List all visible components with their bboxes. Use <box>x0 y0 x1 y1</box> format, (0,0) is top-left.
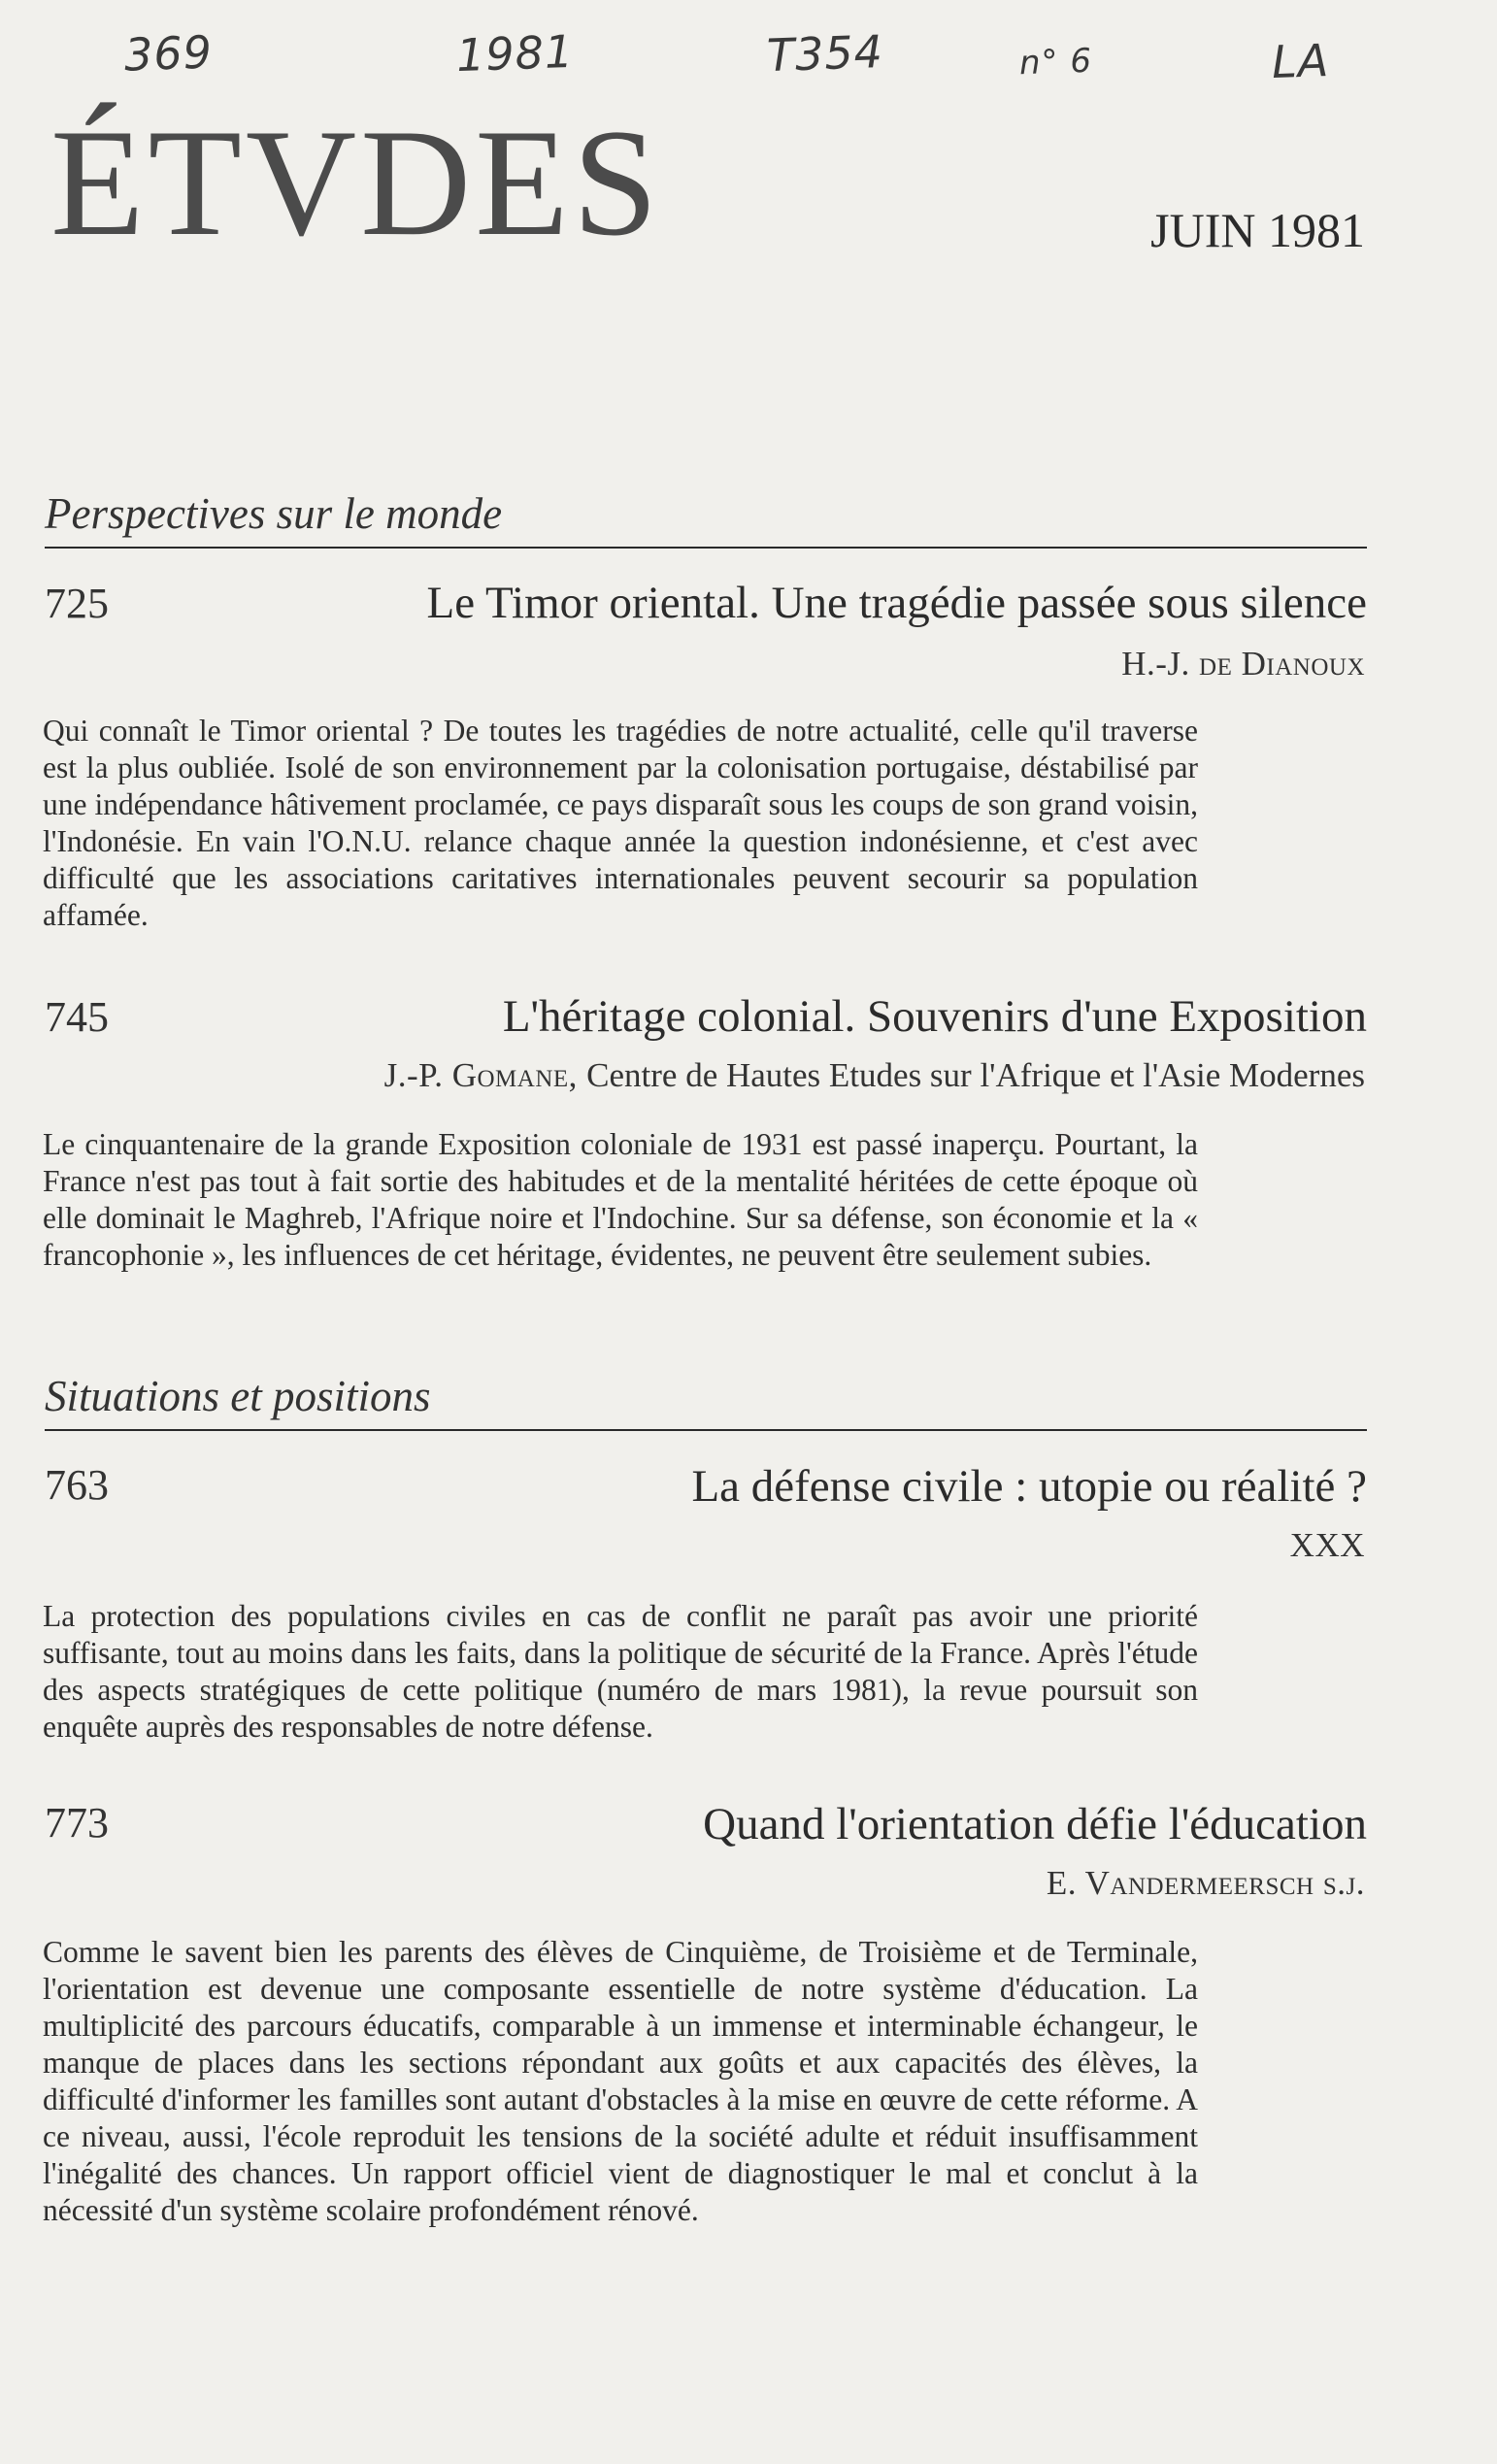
article-title[interactable]: La défense civile : utopie ou réalité ? <box>691 1461 1367 1512</box>
handwritten-note: 369 <box>123 25 214 82</box>
handwritten-note: LA <box>1271 33 1331 89</box>
article-title[interactable]: Le Timor oriental. Une tragédie passée sous silence <box>426 578 1367 628</box>
article-page-number: 773 <box>45 1799 109 1847</box>
article-affiliation: Centre de Hautes Etudes sur l'Afrique et l'Asie Modernes <box>586 1056 1365 1094</box>
section-rule <box>45 547 1367 549</box>
article-author: E. Vandermeersch s.j. <box>1046 1864 1365 1902</box>
journal-masthead: ÉTVDES <box>50 98 662 268</box>
article-author: XXX <box>1289 1526 1365 1564</box>
handwritten-note: 1981 <box>455 24 575 83</box>
section-heading: Perspectives sur le monde <box>45 489 503 538</box>
article-author-line <box>384 1056 1365 1095</box>
article-page-number: 725 <box>45 580 109 627</box>
handwritten-note: n° 6 <box>1018 41 1093 83</box>
article-title[interactable]: Quand l'orientation défie l'éducation <box>703 1799 1367 1849</box>
article-author: H.-J. de Dianoux <box>1121 645 1365 683</box>
article-abstract: La protection des populations civiles en cas de conflit ne paraît pas avoir une priorité suffisante, tout au moins dans les faits, dans la politique de sécurité de la France. Après l'étude des aspects stratégiques de cette politique (numéro de mars 1981), la revue poursuit son enquête auprès des responsables de notre défense. <box>43 1599 1198 1744</box>
issue-date: JUIN 1981 <box>1150 203 1365 257</box>
handwritten-note: T354 <box>766 24 884 83</box>
section-rule <box>45 1429 1367 1431</box>
article-page-number: 745 <box>45 993 109 1041</box>
article-author: J.-P. Gomane, <box>383 1056 578 1094</box>
section-heading: Situations et positions <box>45 1372 431 1420</box>
article-page-number: 763 <box>45 1461 109 1509</box>
article-title[interactable]: L'héritage colonial. Souvenirs d'une Exposition <box>502 991 1367 1042</box>
article-abstract: Le cinquantenaire de la grande Exposition coloniale de 1931 est passé inaperçu. Pourtant, la France n'est pas tout à fait sortie des habitudes et de la mentalité héritées de cette époque où elle dominait le Maghreb, l'Afrique noire et l'Indochine. Sur sa défense, son économie et la « francophonie », les influences de cet héritage, évidentes, ne peuvent être seulement subies. <box>43 1127 1198 1272</box>
article-abstract: Comme le savent bien les parents des élèves de Cinquième, de Troisième et de Terminale, l'orientation est devenue une composante essentielle de notre système d'éducation. La multiplicité des parcours éducatifs, comparable à un immense et interminable échangeur, le manque de places dans les sections répondant aux goûts et aux capacités des élèves, la difficulté d'informer les familles sont autant d'obstacles à la mise en œuvre de cette réforme. A ce niveau, aussi, l'école reproduit les tensions de la société adulte et réduit insuffisamment l'inégalité des chances. Un rapport officiel vient de diagnostiquer le mal et conclut à la nécessité d'un système scolaire profondément rénové. <box>43 1935 1198 2227</box>
article-abstract: Qui connaît le Timor oriental ? De toutes les tragédies de notre actualité, celle qu'il traverse est la plus oubliée. Isolé de son environnement par la colonisation portugaise, déstabilisé par une indépendance hâtivement proclamée, ce pays disparaît sous les coups de son grand voisin, l'Indonésie. En vain l'O.N.U. relance chaque année la question indonésienne, et c'est avec difficulté que les associations caritatives internationales peuvent secourir sa population affamée. <box>43 714 1198 932</box>
